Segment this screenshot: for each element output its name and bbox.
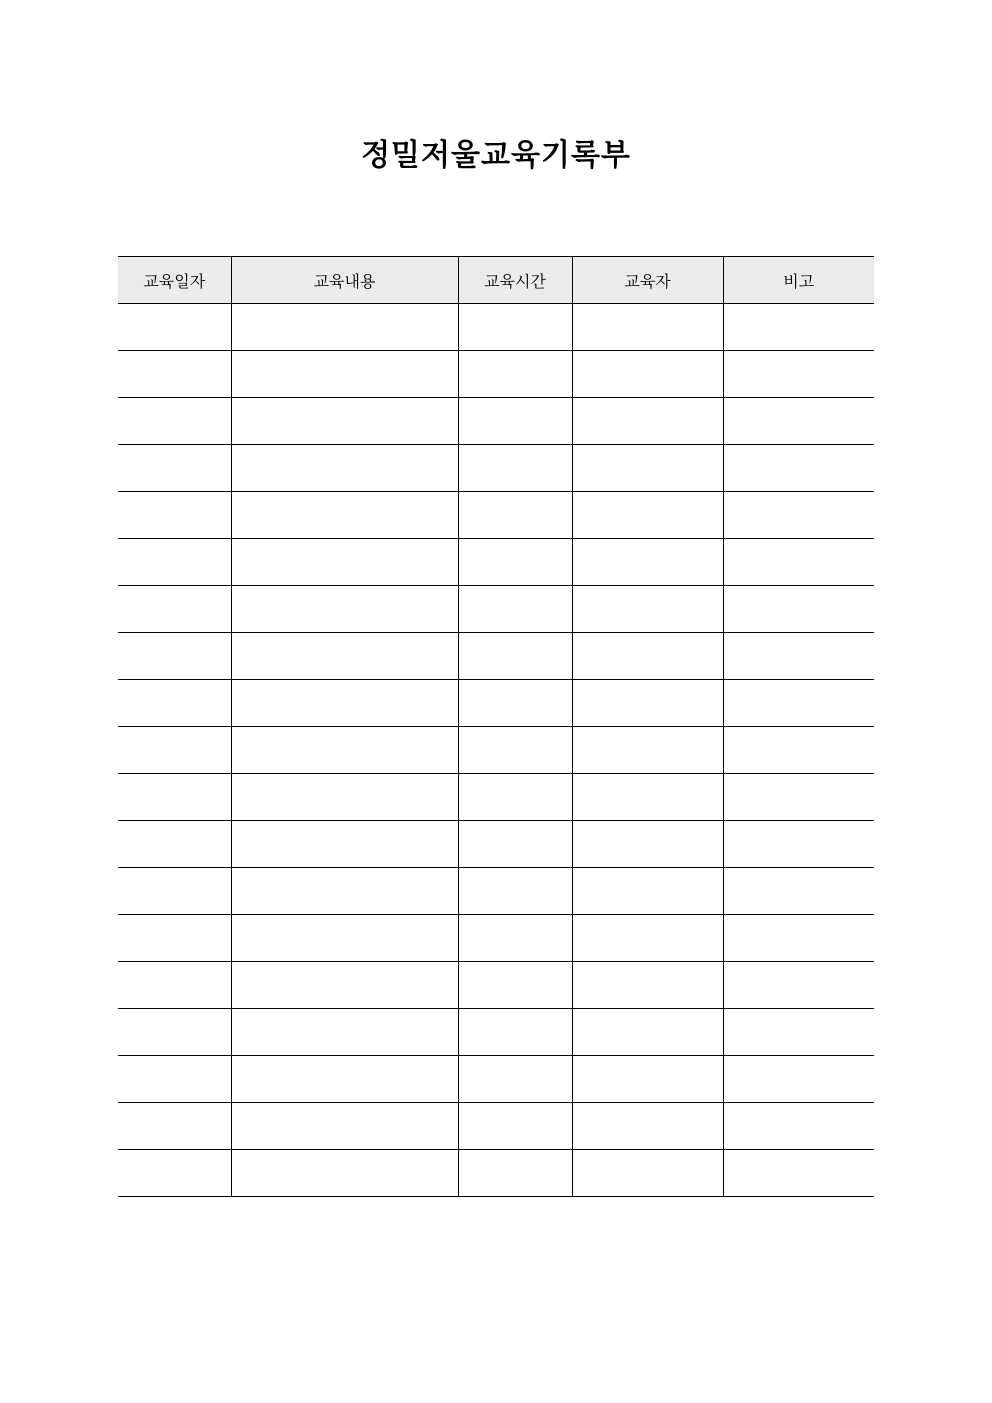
cell-duration <box>458 962 572 1009</box>
cell-content <box>231 821 458 868</box>
table-row <box>118 915 874 962</box>
cell-remarks <box>723 1103 874 1150</box>
cell-content <box>231 586 458 633</box>
table-row <box>118 1056 874 1103</box>
cell-date <box>118 821 231 868</box>
cell-date <box>118 351 231 398</box>
cell-duration <box>458 915 572 962</box>
column-header-instructor: 교육자 <box>572 257 723 304</box>
cell-content <box>231 633 458 680</box>
cell-remarks <box>723 962 874 1009</box>
cell-date <box>118 774 231 821</box>
cell-instructor <box>572 633 723 680</box>
table-row <box>118 351 874 398</box>
cell-instructor <box>572 304 723 351</box>
cell-duration <box>458 633 572 680</box>
table-row <box>118 727 874 774</box>
table-row <box>118 586 874 633</box>
cell-duration <box>458 1150 572 1197</box>
cell-date <box>118 445 231 492</box>
cell-content <box>231 915 458 962</box>
cell-content <box>231 445 458 492</box>
cell-content <box>231 1056 458 1103</box>
column-header-remarks: 비고 <box>723 257 874 304</box>
table-row <box>118 962 874 1009</box>
column-header-content: 교육내용 <box>231 257 458 304</box>
cell-instructor <box>572 586 723 633</box>
column-header-duration: 교육시간 <box>458 257 572 304</box>
cell-date <box>118 398 231 445</box>
cell-date <box>118 304 231 351</box>
cell-date <box>118 1056 231 1103</box>
table-row <box>118 821 874 868</box>
cell-content <box>231 1009 458 1056</box>
cell-date <box>118 1103 231 1150</box>
cell-remarks <box>723 633 874 680</box>
table-row <box>118 633 874 680</box>
cell-remarks <box>723 539 874 586</box>
table-row <box>118 1150 874 1197</box>
cell-instructor <box>572 962 723 1009</box>
cell-date <box>118 586 231 633</box>
cell-duration <box>458 821 572 868</box>
cell-duration <box>458 727 572 774</box>
cell-content <box>231 727 458 774</box>
cell-date <box>118 492 231 539</box>
cell-remarks <box>723 586 874 633</box>
cell-instructor <box>572 1009 723 1056</box>
cell-instructor <box>572 727 723 774</box>
cell-remarks <box>723 1009 874 1056</box>
cell-remarks <box>723 774 874 821</box>
cell-remarks <box>723 868 874 915</box>
cell-content <box>231 962 458 1009</box>
table-row <box>118 1009 874 1056</box>
cell-instructor <box>572 774 723 821</box>
cell-content <box>231 398 458 445</box>
cell-duration <box>458 680 572 727</box>
cell-date <box>118 633 231 680</box>
cell-content <box>231 680 458 727</box>
cell-remarks <box>723 445 874 492</box>
cell-duration <box>458 304 572 351</box>
table-row <box>118 868 874 915</box>
table-row <box>118 680 874 727</box>
cell-duration <box>458 868 572 915</box>
cell-instructor <box>572 680 723 727</box>
cell-duration <box>458 539 572 586</box>
cell-instructor <box>572 1056 723 1103</box>
table-row <box>118 492 874 539</box>
cell-instructor <box>572 445 723 492</box>
cell-remarks <box>723 1150 874 1197</box>
cell-remarks <box>723 915 874 962</box>
table-row <box>118 774 874 821</box>
cell-remarks <box>723 680 874 727</box>
page-title: 정밀저울교육기록부 <box>361 138 631 173</box>
cell-date <box>118 539 231 586</box>
cell-content <box>231 1103 458 1150</box>
table-row <box>118 539 874 586</box>
table-header-row <box>118 257 874 304</box>
cell-content <box>231 304 458 351</box>
table-body <box>118 304 874 1197</box>
cell-remarks <box>723 351 874 398</box>
cell-instructor <box>572 1150 723 1197</box>
cell-duration <box>458 1009 572 1056</box>
cell-instructor <box>572 398 723 445</box>
cell-instructor <box>572 915 723 962</box>
cell-instructor <box>572 492 723 539</box>
cell-duration <box>458 445 572 492</box>
cell-instructor <box>572 539 723 586</box>
table-row <box>118 445 874 492</box>
cell-duration <box>458 1056 572 1103</box>
education-record-table <box>118 256 874 1197</box>
cell-remarks <box>723 398 874 445</box>
cell-date <box>118 915 231 962</box>
cell-content <box>231 1150 458 1197</box>
cell-duration <box>458 492 572 539</box>
cell-instructor <box>572 351 723 398</box>
cell-instructor <box>572 1103 723 1150</box>
cell-content <box>231 868 458 915</box>
cell-content <box>231 492 458 539</box>
cell-instructor <box>572 868 723 915</box>
cell-date <box>118 1009 231 1056</box>
cell-content <box>231 539 458 586</box>
cell-remarks <box>723 304 874 351</box>
cell-date <box>118 868 231 915</box>
cell-date <box>118 962 231 1009</box>
table-row <box>118 1103 874 1150</box>
cell-date <box>118 1150 231 1197</box>
column-header-date: 교육일자 <box>118 257 231 304</box>
cell-content <box>231 351 458 398</box>
cell-duration <box>458 351 572 398</box>
cell-instructor <box>572 821 723 868</box>
cell-content <box>231 774 458 821</box>
cell-remarks <box>723 1056 874 1103</box>
cell-duration <box>458 398 572 445</box>
table-row <box>118 398 874 445</box>
table-row <box>118 304 874 351</box>
cell-date <box>118 680 231 727</box>
cell-duration <box>458 1103 572 1150</box>
cell-date <box>118 727 231 774</box>
cell-remarks <box>723 727 874 774</box>
cell-duration <box>458 774 572 821</box>
cell-remarks <box>723 492 874 539</box>
cell-remarks <box>723 821 874 868</box>
cell-duration <box>458 586 572 633</box>
